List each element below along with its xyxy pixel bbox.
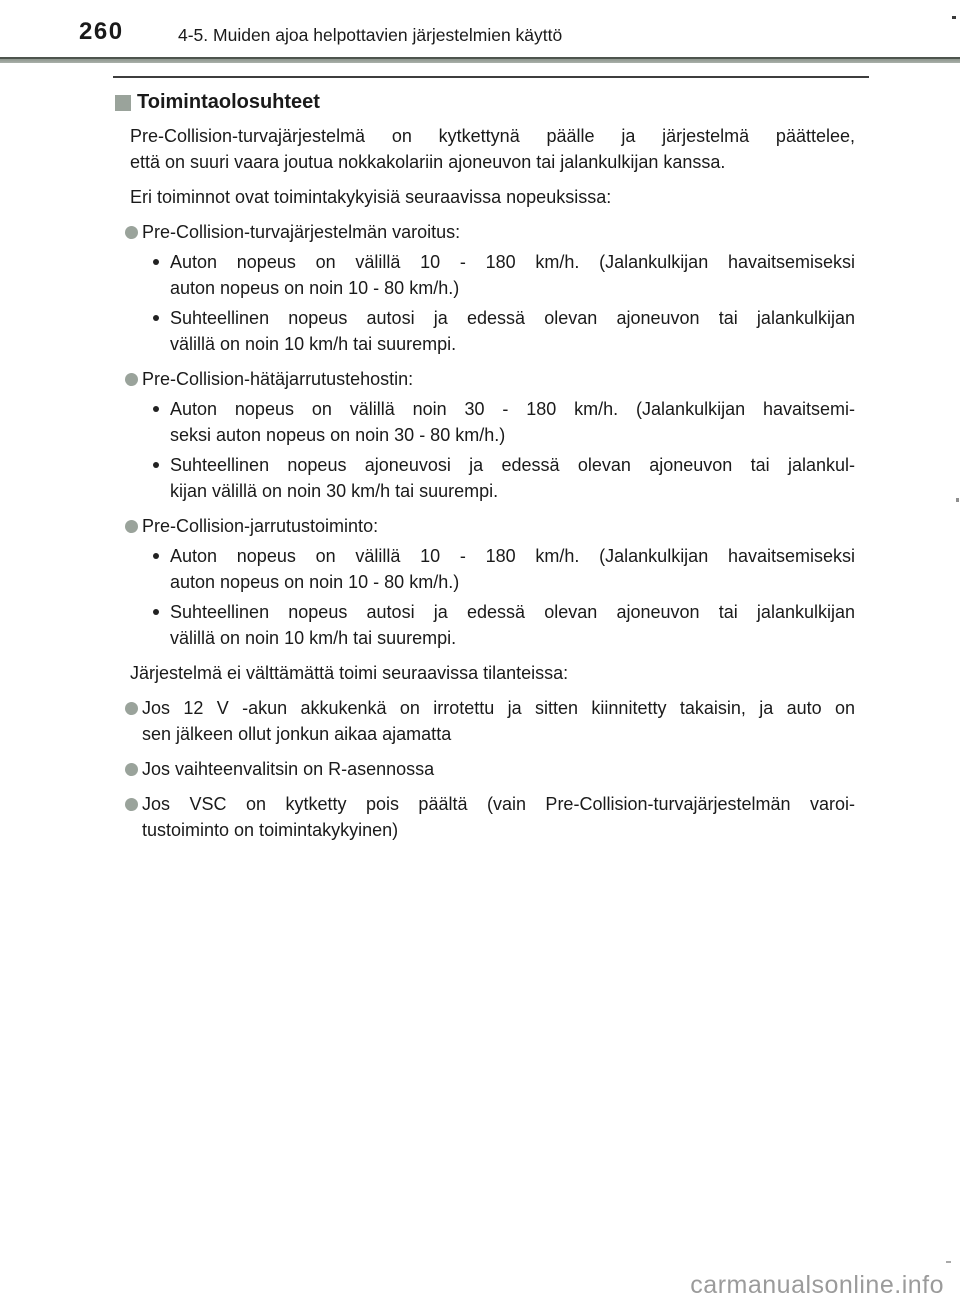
section-top-rule bbox=[113, 76, 869, 78]
text-line: Eri toiminnot ovat toimintakykyisiä seuraavissa nopeuksissa: bbox=[130, 187, 612, 207]
bullet-block bbox=[113, 756, 855, 782]
dot-bullet-icon bbox=[153, 553, 159, 559]
scan-artifact-speck bbox=[956, 498, 959, 502]
subbullet-block bbox=[113, 543, 855, 595]
text-line: Jos 12 V -akun akkukenkä on irrotettu ja sitten kiinnitetty takaisin, ja auto on bbox=[142, 698, 855, 718]
page-content bbox=[113, 76, 855, 843]
bullet-block bbox=[113, 695, 855, 747]
text-line: Pre-Collision-hätäjarrutustehostin: bbox=[142, 369, 414, 389]
circle-bullet-icon bbox=[125, 702, 138, 715]
text-line: Auton nopeus on välillä 10 - 180 km/h. (Jalankulkijan havaitsemiseksi bbox=[170, 546, 855, 566]
subbullet-block bbox=[113, 452, 855, 504]
subbullet-block bbox=[113, 249, 855, 301]
text-line: Pre-Collision-jarrutustoiminto: bbox=[142, 516, 379, 536]
text-line: Suhteellinen nopeus autosi ja edessä olevan ajoneuvon tai jalankulkijan bbox=[170, 308, 855, 328]
text-line: välillä on noin 10 km/h tai suurempi. bbox=[170, 334, 457, 354]
text-line: auton nopeus on noin 10 - 80 km/h.) bbox=[170, 572, 460, 592]
bullet-block bbox=[113, 219, 855, 245]
text-line: Pre-Collision-turvajärjestelmän varoitus: bbox=[142, 222, 461, 242]
chapter-header-title: 4-5. Muiden ajoa helpottavien järjestelmien käyttö bbox=[178, 25, 563, 45]
text-line: Auton nopeus on välillä 10 - 180 km/h. (Jalankulkijan havaitsemiseksi bbox=[170, 252, 855, 272]
text-line: Suhteellinen nopeus ajoneuvosi ja edessä olevan ajoneuvon tai jalankul- bbox=[170, 455, 855, 475]
bullet-block bbox=[113, 513, 855, 539]
paragraph-block bbox=[113, 123, 855, 175]
text-line: Jos vaihteenvalitsin on R-asennossa bbox=[142, 759, 435, 779]
text-line: kijan välillä on noin 30 km/h tai suurempi. bbox=[170, 481, 499, 501]
text-line: auton nopeus on noin 10 - 80 km/h.) bbox=[170, 278, 460, 298]
page-number: 260 bbox=[79, 18, 124, 45]
text-line: että on suuri vaara joutua nokkakolariin ajoneuvon tai jalankulkijan kanssa. bbox=[130, 152, 726, 172]
subbullet-block bbox=[113, 599, 855, 651]
text-line: sen jälkeen ollut jonkun aikaa ajamatta bbox=[142, 724, 452, 744]
circle-bullet-icon bbox=[125, 520, 138, 533]
section-heading bbox=[113, 91, 855, 114]
dot-bullet-icon bbox=[153, 315, 159, 321]
content-blocks bbox=[113, 123, 855, 843]
scan-artifact-speck bbox=[952, 16, 956, 19]
text-line: Jos VSC on kytketty pois päältä (vain Pre-Collision-turvajärjestelmän varoi- bbox=[142, 794, 855, 814]
text-line: seksi auton nopeus on noin 30 - 80 km/h.) bbox=[170, 425, 506, 445]
dot-bullet-icon bbox=[153, 462, 159, 468]
circle-bullet-icon bbox=[125, 763, 138, 776]
dot-bullet-icon bbox=[153, 406, 159, 412]
circle-bullet-icon bbox=[125, 373, 138, 386]
text-line: tustoiminto on toimintakykyinen) bbox=[142, 820, 399, 840]
text-line: Suhteellinen nopeus autosi ja edessä olevan ajoneuvon tai jalankulkijan bbox=[170, 602, 855, 622]
subbullet-block bbox=[113, 396, 855, 448]
dot-bullet-icon bbox=[153, 259, 159, 265]
text-line: välillä on noin 10 km/h tai suurempi. bbox=[170, 628, 457, 648]
paragraph-block bbox=[113, 184, 855, 210]
text-line: Auton nopeus on välillä noin 30 - 180 km/h. (Jalankulkijan havaitsemi- bbox=[170, 399, 855, 419]
subbullet-block bbox=[113, 305, 855, 357]
bullet-block bbox=[113, 791, 855, 843]
section-title: Toimintaolosuhteet bbox=[137, 91, 320, 113]
bullet-block bbox=[113, 366, 855, 392]
text-line: Pre-Collision-turvajärjestelmä on kytkettynä päälle ja järjestelmä päättelee, bbox=[130, 126, 855, 146]
circle-bullet-icon bbox=[125, 798, 138, 811]
square-bullet-icon bbox=[115, 95, 131, 111]
paragraph-block bbox=[113, 660, 855, 686]
header-divider-bar bbox=[0, 57, 960, 63]
scan-artifact-speck bbox=[946, 1261, 951, 1263]
circle-bullet-icon bbox=[125, 226, 138, 239]
watermark-text: carmanualsonline.info bbox=[690, 1271, 944, 1299]
text-line: Järjestelmä ei välttämättä toimi seuraavissa tilanteissa: bbox=[130, 663, 569, 683]
dot-bullet-icon bbox=[153, 609, 159, 615]
